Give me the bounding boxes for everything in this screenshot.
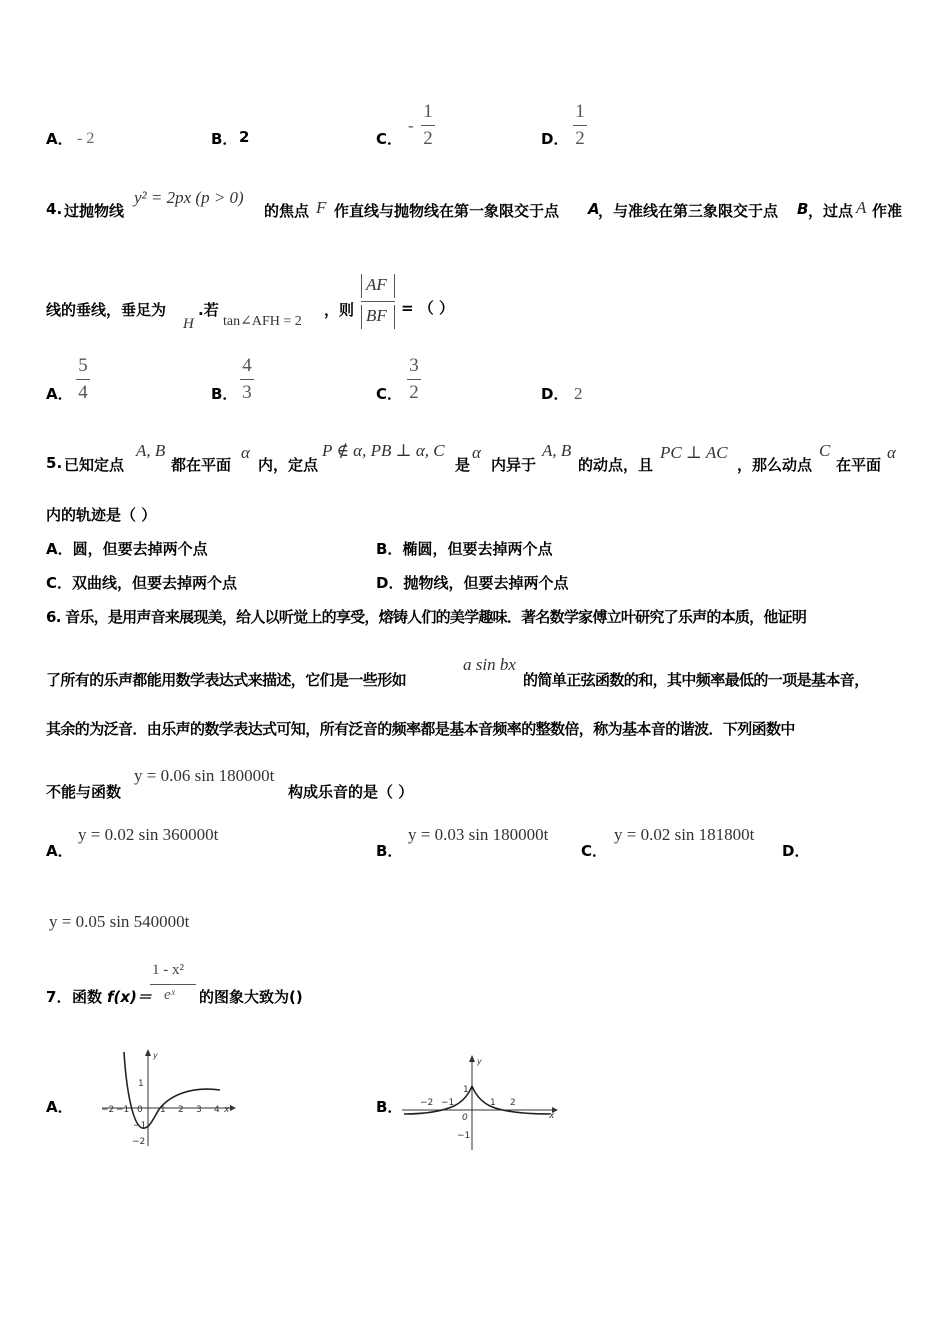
q4-option-a-label: A． <box>46 385 73 403</box>
q4-equation: y² = 2px (p > 0) <box>134 188 244 207</box>
tick-label-y: −1 <box>457 1131 471 1141</box>
y-axis-arrow <box>145 1049 151 1056</box>
q7-option-b-label: B． <box>376 1098 403 1116</box>
q5-math-7: C <box>819 441 831 460</box>
q4-option-c-fraction <box>407 356 421 403</box>
q4-point-b: B <box>797 200 809 218</box>
fraction-numerator: 1 <box>423 101 433 122</box>
q5-math-8: α <box>887 443 896 462</box>
q7-option-a-label: A． <box>46 1098 73 1116</box>
q4-number: 4. <box>46 200 63 218</box>
fraction-numerator: 3 <box>409 355 419 376</box>
axis-label-x: x <box>549 1111 555 1121</box>
q6-option-a-expr: y = 0.02 sin 360000t <box>78 825 219 844</box>
q5-number: 5. <box>46 454 63 472</box>
q4-ratio-fraction <box>361 274 395 330</box>
fraction-denominator: 2 <box>409 382 419 403</box>
q6-option-a-label: A． <box>46 842 73 860</box>
q6-line-2a: 了所有的乐声都能用数学表达式来描述，它们是一些形如 <box>46 671 407 689</box>
q6-base-function: y = 0.06 sin 180000t <box>134 766 275 785</box>
q5-option-c: C．双曲线，但要去掉两个点 <box>46 574 238 592</box>
q5-math-3: P ∉ α, PB ⊥ α, C <box>322 441 445 460</box>
tick-label-x: 1 <box>490 1098 496 1108</box>
q4-option-d-label: D． <box>541 385 569 403</box>
q6-line-4b: 构成乐音的是（ ） <box>288 783 414 801</box>
tick-label-x: −2 <box>420 1098 434 1108</box>
q3-option-c-sign: - <box>408 116 414 135</box>
q4-text-8: .若 <box>198 301 219 319</box>
tick-label-x: 4 <box>214 1105 220 1115</box>
fraction-numerator: AF <box>366 275 387 294</box>
graph-a-curve <box>124 1052 220 1128</box>
q3-option-c-fraction <box>421 102 435 149</box>
q6-option-c-expr: y = 0.02 sin 181800t <box>614 825 755 844</box>
q4-text-5: ，过点 <box>808 202 854 220</box>
q7-graph-b <box>400 1052 565 1152</box>
q6-option-b-expr: y = 0.03 sin 180000t <box>408 825 549 844</box>
axis-label-y: y <box>477 1057 482 1066</box>
q5-text-2: 都在平面 <box>171 456 232 474</box>
q4-foot-h: H <box>183 316 194 332</box>
q4-text-1: 过抛物线 <box>64 202 125 220</box>
fraction-numerator: 4 <box>242 355 252 376</box>
tick-label-x: −1 <box>116 1105 130 1115</box>
fraction-numerator: 5 <box>78 355 88 376</box>
fraction-numerator: 1 - x² <box>152 962 184 978</box>
q5-text-6: 的动点，且 <box>578 456 654 474</box>
q5-math-4: α <box>472 443 481 462</box>
q4-text-4: ，与准线在第三象限交于点 <box>598 202 779 220</box>
q4-tan-condition: tan∠AFH = 2 <box>223 314 302 329</box>
q4-text-7: 线的垂线，垂足为 <box>46 301 167 319</box>
q6-asinbx: a sin bx <box>463 655 516 674</box>
fraction-denominator: 3 <box>242 382 252 403</box>
q3-option-d-fraction <box>573 102 587 149</box>
q5-math-2: α <box>241 443 250 462</box>
q5-text-5: 内异于 <box>491 456 537 474</box>
q6-option-c-label: C． <box>581 842 608 860</box>
q5-option-d: D．抛物线，但要去掉两个点 <box>376 574 569 592</box>
q3-option-b-label: B． <box>211 130 238 148</box>
q4-text-2: 的焦点 <box>264 202 310 220</box>
q5-math-1: A, B <box>136 441 166 460</box>
q4-text-9: ，则 <box>324 301 355 319</box>
tick-label-x: 1 <box>160 1105 166 1115</box>
axis-label-y: y <box>153 1051 158 1060</box>
q4-text-6: 作准 <box>872 202 903 220</box>
q5-text-8: 在平面 <box>836 456 882 474</box>
q6-line-3: 其余的为泛音．由乐声的数学表达式可知，所有泛音的频率都是基本音频率的整数倍，称为基本音的谐波．下列函数中 <box>46 720 795 738</box>
q4-option-b-label: B． <box>211 385 238 403</box>
q7-fraction <box>150 960 198 1010</box>
tick-label-x: 0 <box>462 1113 468 1123</box>
fraction-denominator: 2 <box>423 128 433 149</box>
q7-fx: f(x)＝ <box>107 988 152 1006</box>
tick-label-x: 0 <box>137 1105 143 1115</box>
q7-graph-a <box>100 1046 240 1150</box>
fraction-denominator: eˣ <box>164 987 175 1003</box>
q4-option-d-value: 2 <box>574 384 583 403</box>
tick-label-y: −2 <box>132 1137 146 1147</box>
q6-option-d-expr: y = 0.05 sin 540000t <box>49 912 190 931</box>
q5-math-6: PC ⊥ AC <box>660 443 728 462</box>
tick-label-x: 2 <box>178 1105 184 1115</box>
q5-text-7: ，那么动点 <box>737 456 813 474</box>
q7-number: 7． <box>46 988 72 1006</box>
q6-option-d-label: D． <box>782 842 810 860</box>
tick-label-y: 1 <box>138 1079 144 1089</box>
q4-point-a: A <box>588 200 600 218</box>
tick-label-x: −1 <box>441 1098 455 1108</box>
y-axis-arrow <box>469 1055 475 1062</box>
fraction-denominator: BF <box>366 306 387 325</box>
q5-text-9: 内的轨迹是（ ） <box>46 506 157 524</box>
q5-text-4: 是 <box>455 456 471 474</box>
tick-label-x: 2 <box>510 1098 516 1108</box>
q5-option-b: B．椭圆，但要去掉两个点 <box>376 540 553 558</box>
q5-option-a: A．圆，但要去掉两个点 <box>46 540 208 558</box>
q3-option-d-label: D． <box>541 130 569 148</box>
fraction-denominator: 4 <box>78 382 88 403</box>
fraction-denominator: 2 <box>575 128 585 149</box>
q5-text-1: 已知定点 <box>64 456 125 474</box>
x-axis-arrow <box>230 1105 236 1111</box>
tick-label-y: 1 <box>463 1085 469 1095</box>
fraction-numerator: 1 <box>575 101 585 122</box>
q6-line-2b: 的简单正弦函数的和，其中频率最低的一项是基本音， <box>523 671 869 689</box>
q6-line-4a: 不能与函数 <box>46 783 122 801</box>
q3-option-b-value: 2 <box>239 128 250 146</box>
q7-text-2: 的图象大致为() <box>199 988 303 1006</box>
q3-option-a-value: - 2 <box>77 130 95 147</box>
q5-math-5: A, B <box>542 441 572 460</box>
tick-label-y: −1 <box>133 1121 147 1131</box>
q4-focus-f: F <box>316 198 327 217</box>
q3-option-a-label: A． <box>46 130 73 148</box>
q7-text-1: 函数 <box>72 988 103 1006</box>
q6-line-1: 6. 音乐，是用声音来展现美，给人以听觉上的享受，熔铸人们的美学趣味．著名数学家傅立叶研究了乐声的本质，他证明 <box>46 608 807 626</box>
q3-option-c-label: C． <box>376 130 403 148</box>
q4-text-3: 作直线与抛物线在第一象限交于点 <box>334 202 560 220</box>
q4-option-b-fraction <box>240 356 254 403</box>
tick-label-x: 3 <box>196 1105 202 1115</box>
q4-option-c-label: C． <box>376 385 403 403</box>
q6-option-b-label: B． <box>376 842 403 860</box>
axis-label-x: x <box>224 1105 230 1115</box>
q4-point-a-math: A <box>856 198 867 217</box>
q4-option-a-fraction <box>76 356 90 403</box>
q4-text-10: = （ ） <box>401 299 455 317</box>
tick-label-x: −2 <box>101 1105 115 1115</box>
q5-text-3: 内，定点 <box>258 456 319 474</box>
